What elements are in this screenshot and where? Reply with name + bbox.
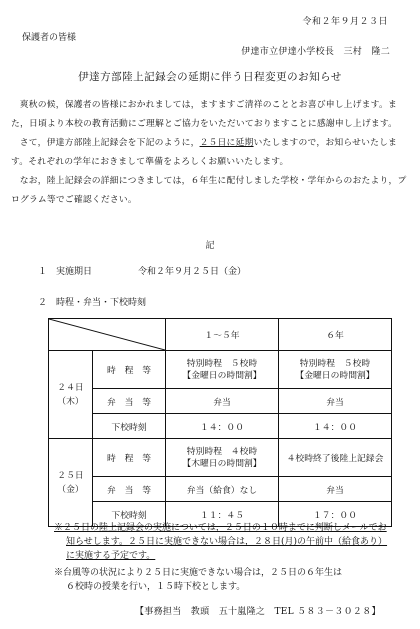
day-24-date: ２４日 [57,382,84,393]
day-24-cell [49,351,93,439]
sender: 伊達市立伊達小学校長 三村 隆二 [241,47,390,57]
table-header-row [49,319,392,351]
row-label-bento: 弁 当 等 [93,389,166,414]
recipient: 保護者の皆様 [22,33,77,43]
d25-jitei-1-5 [166,439,279,477]
d25-jitei-6: ４校時終了後陸上記録会 [279,439,392,477]
table-row [49,414,392,439]
d24-jitei-6-line2: 【金曜日の時間割】 [295,370,375,381]
day-25-cell [49,439,93,527]
table-corner-cell [49,319,166,351]
row-label-geko: 下校時刻 [93,502,166,527]
body-text [11,96,409,210]
d24-jitei-1-5-line2: 【金曜日の時間割】 [182,370,262,381]
postponement-text-post: いたしますので，お知らせいたします。それぞれの学年におきまして準備をよろしくお願いいたします。 [11,138,398,167]
item-date [38,264,246,277]
d24-geko-1-5: １４：００ [166,414,279,439]
paragraph-postponement [11,134,409,172]
d24-bento-6: 弁当 [279,389,392,414]
note-weather-decision-text: ※２５日の陸上記録会の実施については，２５日の１０時までに判断しメールでお知らせします。２５日に実施できない場合は，２８日(月)の午前中（給食あり）に実施する予定です。 [54,523,388,561]
d25-jitei-1-5-line1: 特別時程 ４校時 [186,446,258,457]
item-date-value: 令和２年９月２５日（金） [138,267,247,277]
item-date-label: １ 実施期日 [38,267,93,277]
d25-jitei-1-5-line2: 【木曜日の時間割】 [182,458,262,469]
column-header-grade-6: ６年 [279,319,392,351]
schedule-table [48,318,392,527]
d24-jitei-6-line1: 特別時程 ５校時 [299,358,371,369]
document-date: 令和２年９月２３日 [302,17,388,27]
d24-jitei-6 [279,351,392,389]
note-typhoon-line1: ※台風等の状況により２５日に実施できない場合は，２５日の６年生は [54,568,343,578]
day-25-weekday: （金） [57,484,84,495]
ki-heading: 記 [205,241,215,251]
d24-jitei-1-5-line1: 特別時程 ５校時 [186,358,258,369]
row-label-bento: 弁 当 等 [93,477,166,502]
d24-bento-1-5: 弁当 [166,389,279,414]
table-row [49,351,392,389]
table-row [49,477,392,502]
contact-info: 【事務担当 教頭 五十嵐隆之 TEL ５８３－３０２８】 [135,607,381,617]
d25-bento-6: 弁当 [279,477,392,502]
table-row [49,439,392,477]
postponement-date-underlined: ２５日に延期 [199,138,254,148]
d25-geko-1-5: １１：４５ [166,502,279,527]
d25-geko-6: １７：００ [279,502,392,527]
d25-bento-1-5: 弁当（給食）なし [166,477,279,502]
d24-jitei-1-5 [166,351,279,389]
row-label-geko: 下校時刻 [93,414,166,439]
item-schedule-label: ２ 時程・弁当・下校時刻 [38,298,147,308]
d24-geko-6: １４：００ [279,414,392,439]
postponement-text-pre: さて，伊達方部陸上記録会を下記のように， [19,138,200,148]
paragraph-details: なお，陸上記録会の詳細につきましては，６年生に配付しました学校・学年からのおたより，プログラム等でご確認ください。 [11,176,407,205]
note-weather-decision [54,521,394,563]
table-row [49,389,392,414]
note-typhoon-line2: ６校時の授業を行い，１５時下校とします。 [66,582,246,592]
day-25-date: ２５日 [57,470,84,481]
paragraph-greeting: 爽秋の候，保護者の皆様におかれましては，ますますご清祥のこととお喜び申し上げます。また，日頃より本校の教育活動にご理解とご協力をいただいておりますことに感謝申し上げます。 [11,100,398,129]
diagonal-line [49,319,165,350]
row-label-jitei: 時 程 等 [93,351,166,389]
day-24-weekday: （木） [57,396,84,407]
column-header-grades-1-5: １～５年 [166,319,279,351]
document-title: 伊達方部陸上記録会の延期に伴う日程変更のお知らせ [78,71,342,83]
row-label-jitei: 時 程 等 [93,439,166,477]
note-typhoon [54,566,394,594]
